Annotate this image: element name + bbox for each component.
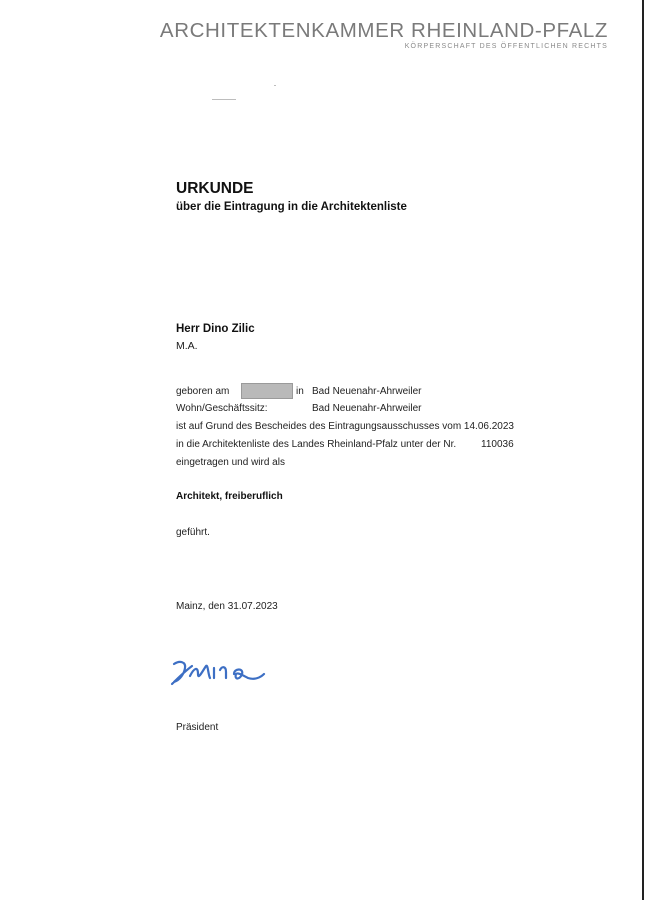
signature-stroke [234,670,264,679]
redacted-birthdate [241,383,293,399]
in-label: in [296,386,304,397]
signature-stroke [214,667,226,678]
list-line: in die Architektenliste des Landes Rheinland-Pfalz unter der Nr. [176,439,457,450]
led-text: geführt. [176,527,210,538]
signature-stroke [172,662,192,684]
residence-label: Wohn/Geschäftssitz: [176,403,268,414]
person-name: Herr Dino Zilic [176,323,255,335]
scan-speck [274,85,276,86]
organization-subtitle: KÖRPERSCHAFT DES ÖFFENTLICHEN RECHTS [404,43,608,50]
signatory-title: Präsident [176,722,219,733]
registered-line: eingetragen und wird als [176,457,285,468]
scan-speck [212,99,236,100]
person-degree: M.A. [176,340,198,352]
decision-line: ist auf Grund des Bescheides des Eintragungsausschusses vom 14.06.2023 [176,421,514,432]
organization-name: ARCHITEKTENKAMMER RHEINLAND-PFALZ [159,19,608,42]
signature-stroke [190,666,210,678]
page-edge-line [642,0,644,900]
birthplace: Bad Neuenahr-Ahrweiler [312,386,422,397]
residence-value: Bad Neuenahr-Ahrweiler [312,403,422,414]
registration-number: 110036 [481,439,514,450]
certificate-subtitle: über die Eintragung in die Architektenliste [176,201,407,213]
place-date: Mainz, den 31.07.2023 [176,601,278,612]
born-label: geboren am [176,386,230,397]
profession: Architekt, freiberuflich [176,491,283,502]
president-signature [168,652,268,690]
certificate-title: URKUNDE [176,180,254,197]
